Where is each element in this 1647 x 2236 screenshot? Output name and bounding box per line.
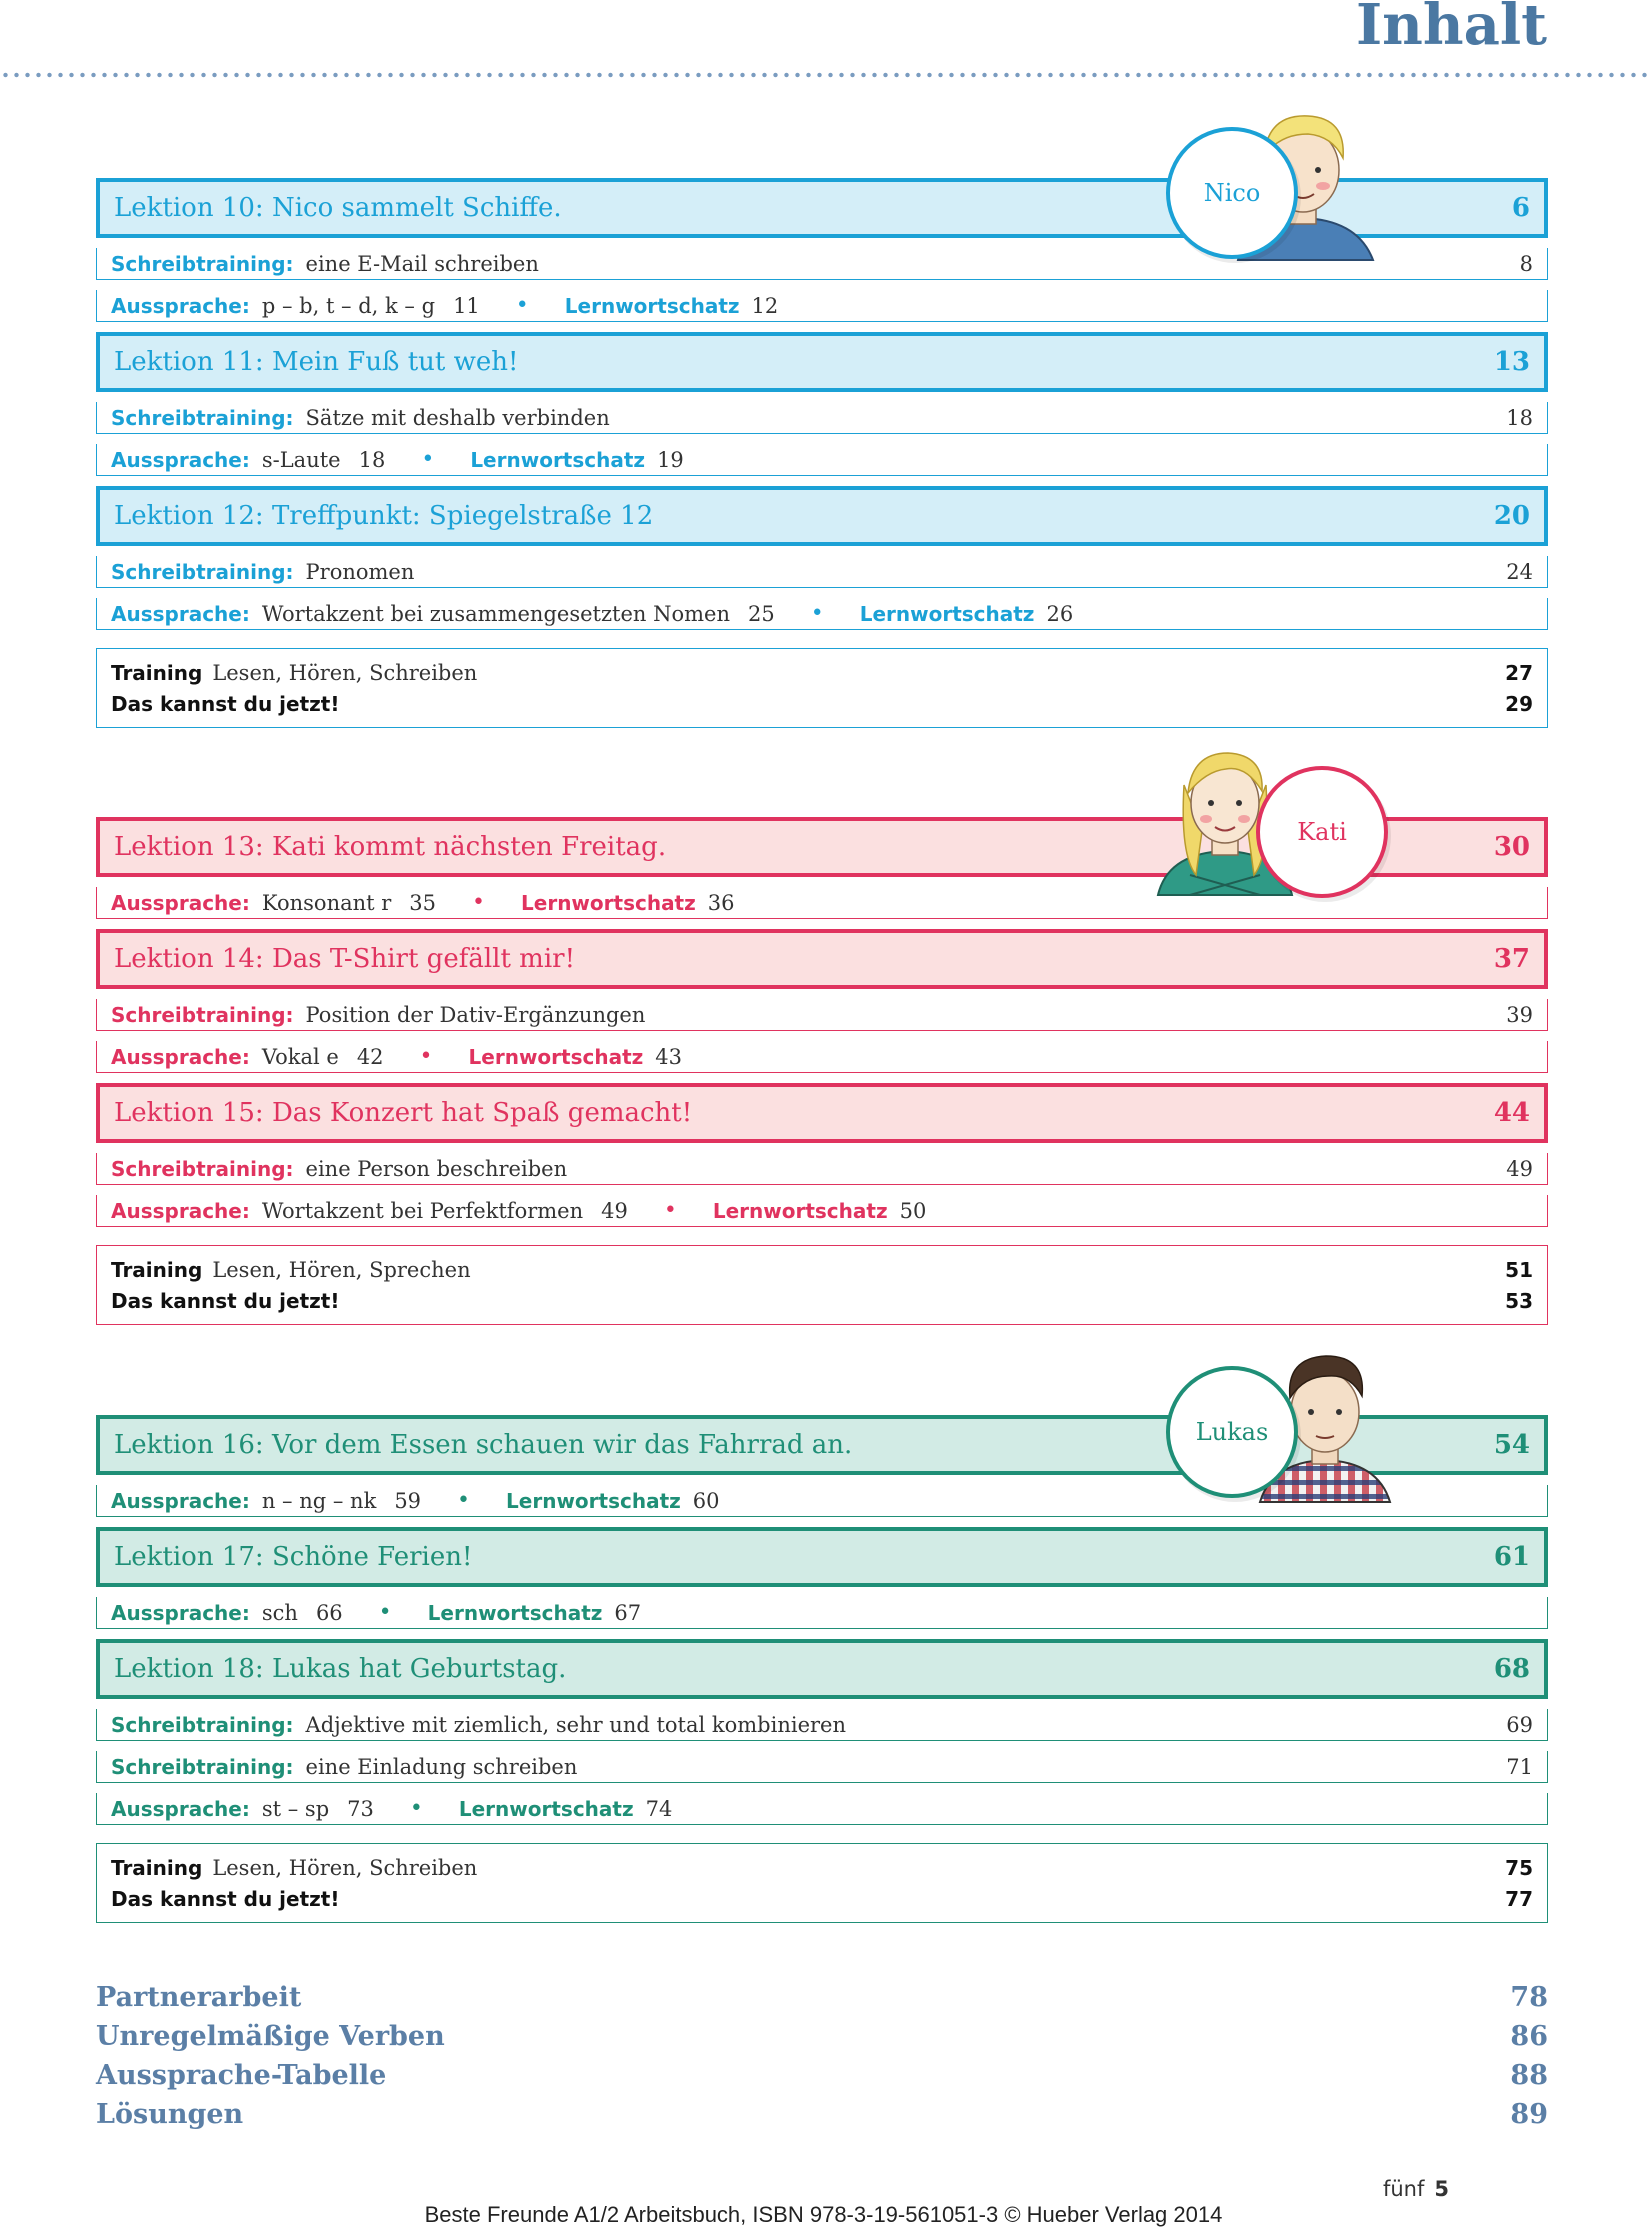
toc-row[interactable]: Aussprache: sch 66 • Lernwortschatz 67 — [96, 1597, 1548, 1629]
lesson-header-16[interactable]: Lektion 16: Vor dem Essen schauen wir das Fahrrad an. 54 — [96, 1415, 1548, 1475]
badge-lukas: Lukas — [1166, 1366, 1298, 1498]
bullet-icon: • — [810, 601, 824, 626]
toc-row[interactable]: Aussprache: st – sp 73 • Lernwortschatz 74 — [96, 1793, 1548, 1825]
footer-copyright: Beste Freunde A1/2 Arbeitsbuch, ISBN 978-3-19-561051-3 © Hueber Verlag 2014 — [424, 2202, 1223, 2227]
bullet-icon: • — [457, 1488, 471, 1513]
bullet-icon: • — [421, 447, 435, 472]
training-row[interactable]: Training Lesen, Hören, Schreiben 27 — [111, 660, 1533, 685]
bullet-icon: • — [419, 1044, 433, 1069]
toc-row[interactable]: Aussprache: Wortakzent bei Perfektformen 49 • Lernwortschatz 50 — [96, 1195, 1548, 1227]
can-do-row[interactable]: Das kannst du jetzt! 29 — [111, 691, 1533, 716]
training-box — [96, 648, 1548, 728]
toc-row[interactable]: Schreibtraining: eine E-Mail schreiben 8 — [96, 248, 1548, 280]
toc-row[interactable]: Aussprache: Vokal e 42 • Lernwortschatz 43 — [96, 1041, 1548, 1073]
lesson-header-17[interactable]: Lektion 17: Schöne Ferien! 61 — [96, 1527, 1548, 1587]
appendix-item[interactable]: Partnerarbeit 78 — [96, 1982, 1548, 2013]
toc-row[interactable]: Aussprache: s-Laute 18 • Lernwortschatz 19 — [96, 444, 1548, 476]
lesson-header-14[interactable]: Lektion 14: Das T-Shirt gefällt mir! 37 — [96, 929, 1548, 989]
lesson-header-12[interactable]: Lektion 12: Treffpunkt: Spiegelstraße 12 20 — [96, 486, 1548, 546]
toc-row[interactable]: Schreibtraining: eine Einladung schreiben 71 — [96, 1751, 1548, 1783]
toc-row[interactable]: Schreibtraining: Pronomen 24 — [96, 556, 1548, 588]
toc-row[interactable]: Aussprache: n – ng – nk 59 • Lernwortschatz 60 — [96, 1485, 1548, 1517]
lesson-header-15[interactable]: Lektion 15: Das Konzert hat Spaß gemacht! 44 — [96, 1083, 1548, 1143]
toc-row[interactable]: Schreibtraining: Adjektive mit ziemlich, sehr und total kombinieren 69 — [96, 1709, 1548, 1741]
can-do-row[interactable]: Das kannst du jetzt! 53 — [111, 1288, 1533, 1313]
lesson-header-11[interactable]: Lektion 11: Mein Fuß tut weh! 13 — [96, 332, 1548, 392]
toc-row[interactable]: Aussprache: Konsonant r 35 • Lernwortschatz 36 — [96, 887, 1548, 919]
toc-row[interactable]: Aussprache: p – b, t – d, k – g 11 • Lernwortschatz 12 — [96, 290, 1548, 322]
page-number: fünf 5 — [1382, 2177, 1449, 2201]
appendix-list — [96, 1978, 1548, 2134]
badge-kati: Kati — [1256, 766, 1388, 898]
lesson-header-18[interactable]: Lektion 18: Lukas hat Geburtstag. 68 — [96, 1639, 1548, 1699]
training-box — [96, 1245, 1548, 1325]
training-row[interactable]: Training Lesen, Hören, Schreiben 75 — [111, 1855, 1533, 1880]
toc-row[interactable]: Schreibtraining: Sätze mit deshalb verbinden 18 — [96, 402, 1548, 434]
bullet-icon: • — [515, 293, 529, 318]
dotted-divider — [0, 72, 1647, 78]
lesson-header-10[interactable]: Lektion 10: Nico sammelt Schiffe. 6 — [96, 178, 1548, 238]
toc-row[interactable]: Schreibtraining: eine Person beschreiben 49 — [96, 1153, 1548, 1185]
bullet-icon: • — [472, 890, 486, 915]
appendix-item[interactable]: Lösungen 89 — [96, 2099, 1548, 2130]
can-do-row[interactable]: Das kannst du jetzt! 77 — [111, 1886, 1533, 1911]
bullet-icon: • — [663, 1198, 677, 1223]
training-row[interactable]: Training Lesen, Hören, Sprechen 51 — [111, 1257, 1533, 1282]
toc-row[interactable]: Schreibtraining: Position der Dativ-Ergänzungen 39 — [96, 999, 1548, 1031]
lesson-header-13[interactable]: Lektion 13: Kati kommt nächsten Freitag. 30 — [96, 817, 1548, 877]
page-title: Inhalt — [1355, 0, 1547, 58]
appendix-item[interactable]: Unregelmäßige Verben 86 — [96, 2021, 1548, 2052]
appendix-item[interactable]: Aussprache-Tabelle 88 — [96, 2060, 1548, 2091]
bullet-icon: • — [409, 1796, 423, 1821]
training-box — [96, 1843, 1548, 1923]
badge-nico: Nico — [1166, 127, 1298, 259]
bullet-icon: • — [378, 1600, 392, 1625]
toc-row[interactable]: Aussprache: Wortakzent bei zusammengesetzten Nomen 25 • Lernwortschatz 26 — [96, 598, 1548, 630]
